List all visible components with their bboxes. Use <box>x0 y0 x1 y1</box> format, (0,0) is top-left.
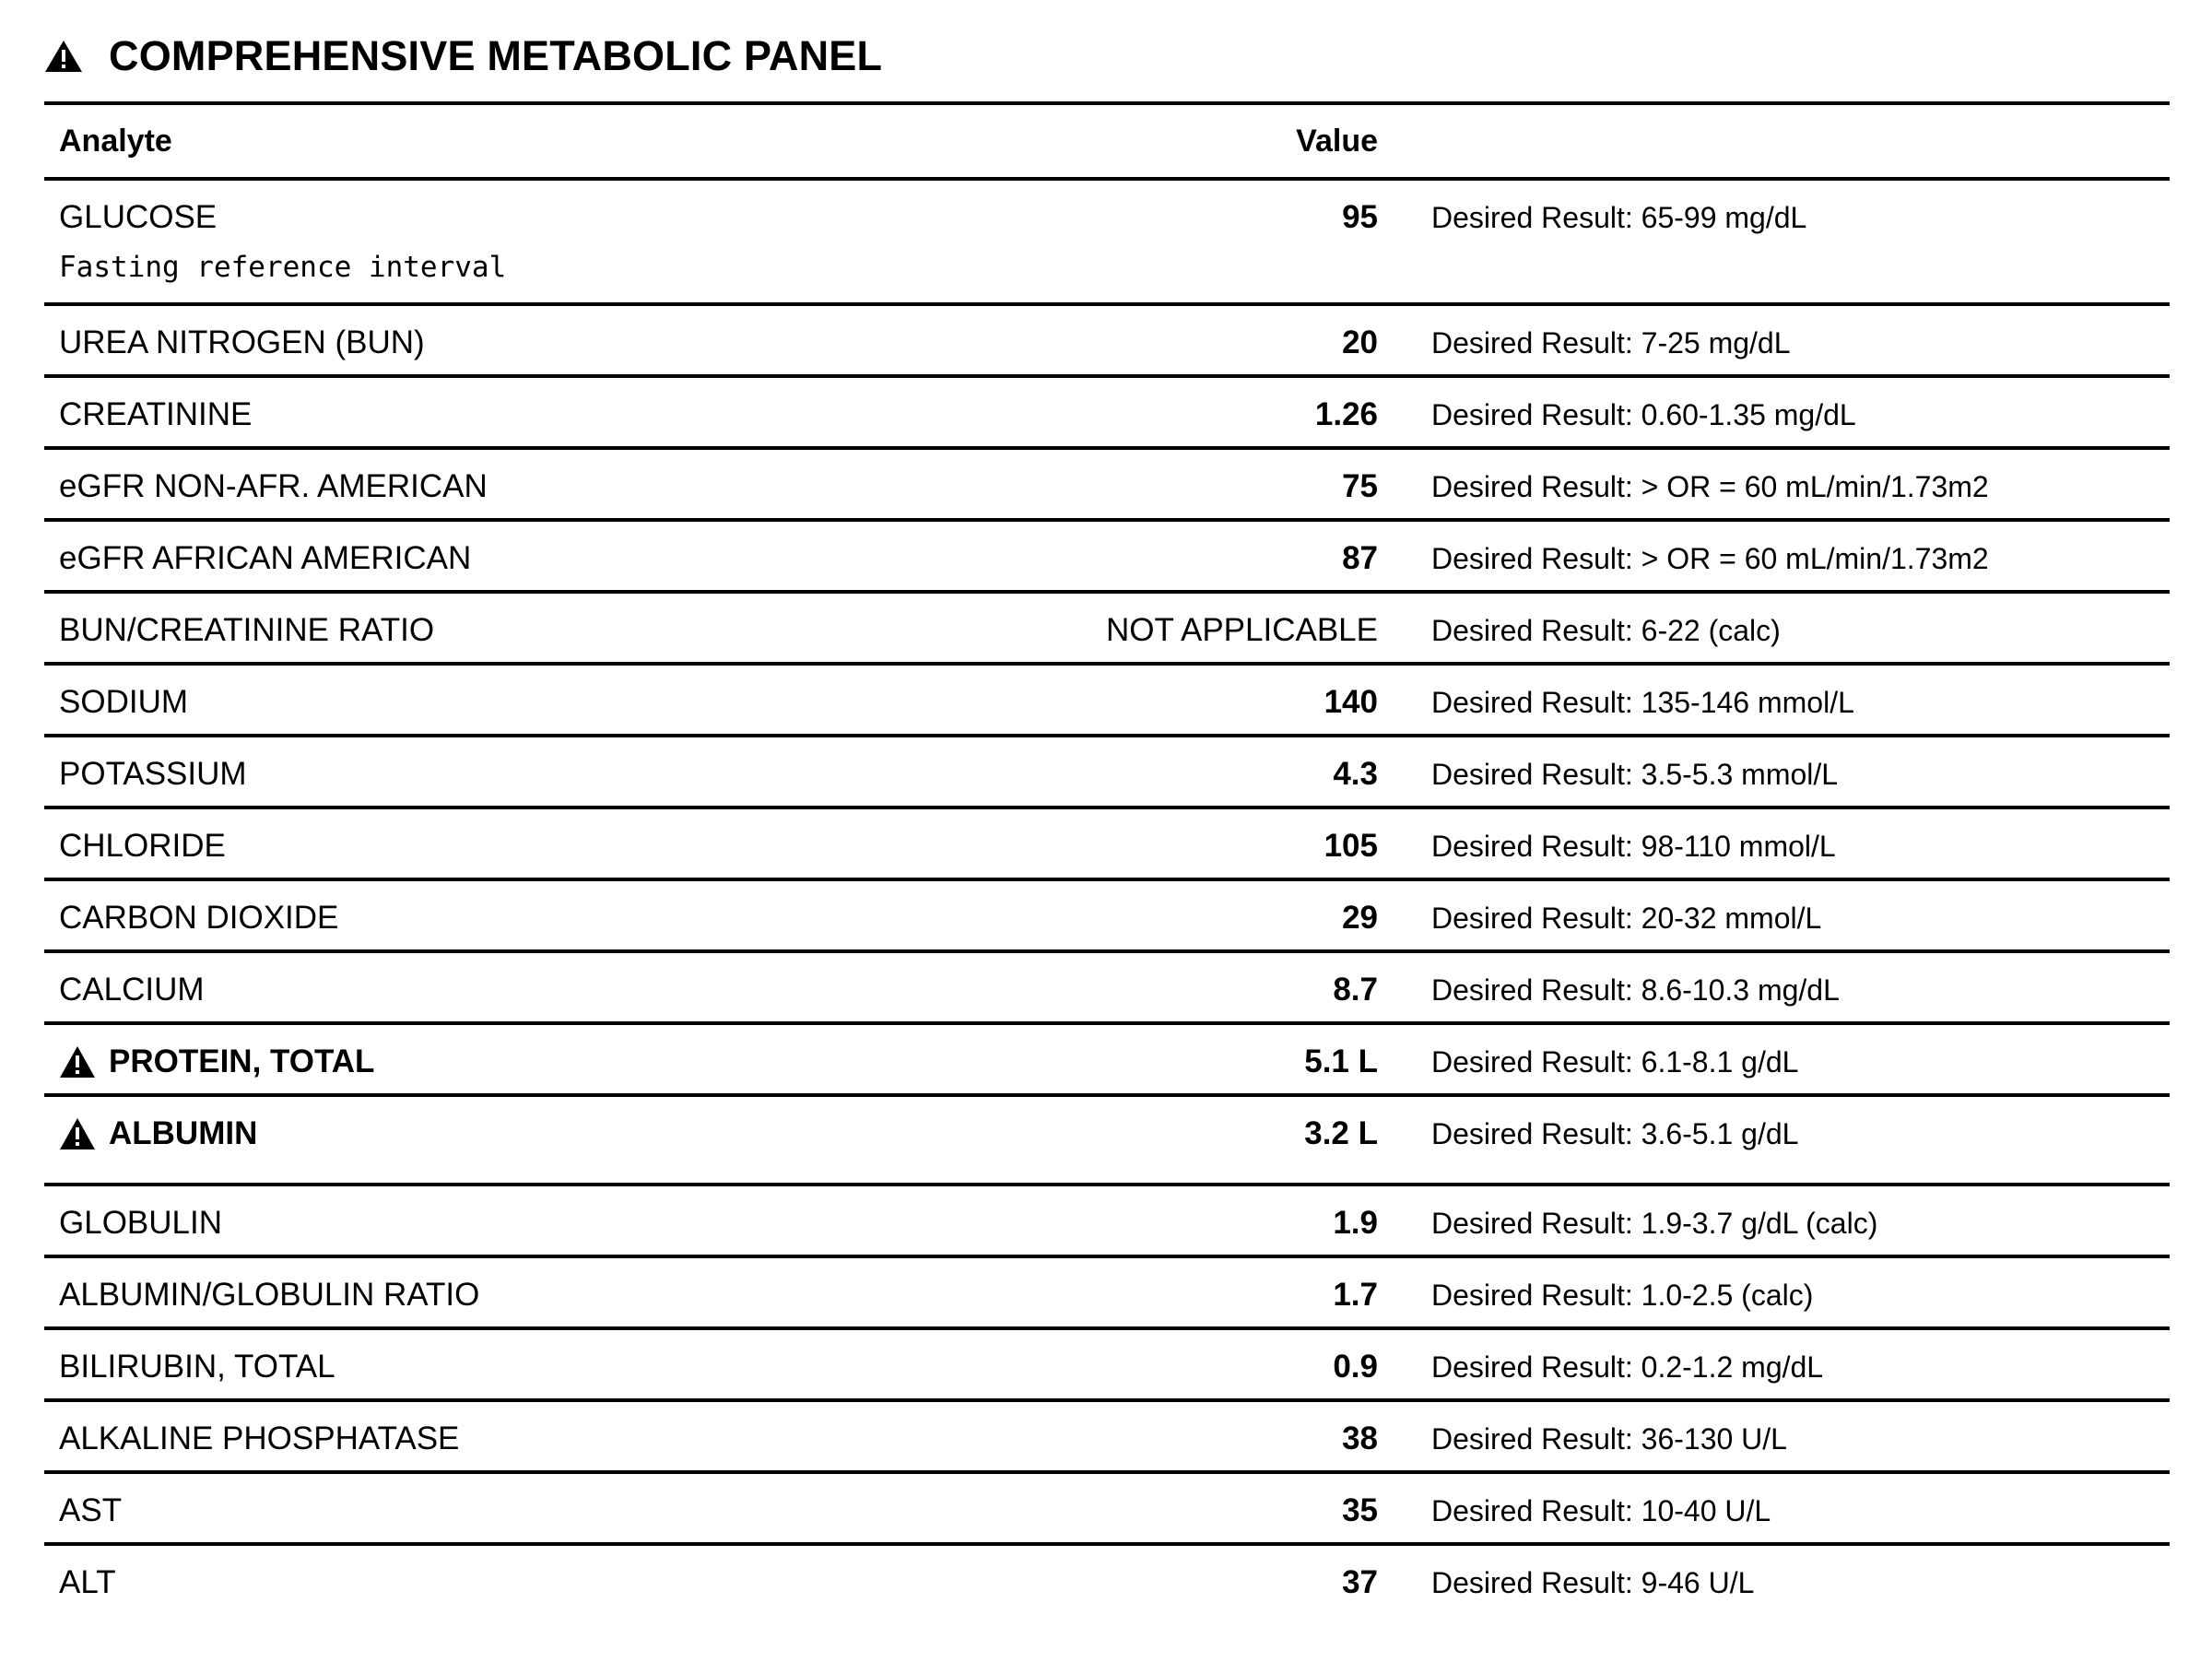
analyte-name: BILIRUBIN, TOTAL <box>59 1349 335 1385</box>
analyte-note: Fasting reference interval <box>59 251 507 284</box>
analyte-block <box>59 468 488 505</box>
reference-range: Desired Result: 1.9-3.7 g/dL (calc) <box>1431 1207 1878 1240</box>
warning-triangle-icon <box>44 40 83 73</box>
value-cell <box>1040 540 1378 577</box>
range-cell <box>1378 684 2170 721</box>
analyte-cell <box>44 324 1040 361</box>
analyte-block <box>59 612 434 649</box>
range-cell <box>1378 612 2170 649</box>
analyte-block <box>59 1492 122 1529</box>
result-value: 3.2 L <box>1304 1115 1378 1151</box>
value-cell <box>1040 396 1378 433</box>
reference-range: Desired Result: 3.6-5.1 g/dL <box>1431 1117 1799 1150</box>
range-cell <box>1378 1115 2170 1152</box>
analyte-cell <box>44 972 1040 1008</box>
analyte-name: CREATININE <box>59 396 253 432</box>
result-value: NOT APPLICABLE <box>1105 612 1378 648</box>
reference-range: Desired Result: > OR = 60 mL/min/1.73m2 <box>1431 542 1989 575</box>
range-cell <box>1378 900 2170 937</box>
analyte-block <box>59 900 338 937</box>
analyte-block <box>59 1349 335 1385</box>
analyte-name: GLOBULIN <box>59 1205 222 1241</box>
reference-range: Desired Result: 1.0-2.5 (calc) <box>1431 1279 1814 1312</box>
analyte-cell <box>44 1277 1040 1314</box>
analyte-block <box>59 324 425 361</box>
result-value: 5.1 L <box>1304 1043 1378 1079</box>
analyte-name: GLUCOSE <box>59 199 218 235</box>
value-cell <box>1040 1115 1378 1152</box>
value-cell <box>1040 1421 1378 1457</box>
analyte-block <box>59 684 188 721</box>
analyte-cell <box>44 1205 1040 1242</box>
warning-triangle-icon <box>59 1045 96 1079</box>
reference-range: Desired Result: 135-146 mmol/L <box>1431 686 1854 719</box>
analyte-block <box>59 828 226 865</box>
range-cell <box>1378 540 2170 577</box>
analyte-cell <box>44 1349 1040 1385</box>
table-row <box>44 378 2170 450</box>
table-row <box>44 1474 2170 1546</box>
range-cell <box>1378 1277 2170 1314</box>
result-value: 140 <box>1324 684 1378 720</box>
analyte-name: AST <box>59 1492 123 1528</box>
analyte-cell <box>44 828 1040 865</box>
panel-title-row <box>44 28 2170 85</box>
analyte-name: ALBUMIN <box>109 1115 258 1151</box>
results-table-body <box>44 181 2170 1618</box>
reference-range: Desired Result: 65-99 mg/dL <box>1431 201 1807 234</box>
range-cell <box>1378 828 2170 865</box>
value-cell <box>1040 1277 1378 1314</box>
reference-range: Desired Result: > OR = 60 mL/min/1.73m2 <box>1431 470 1989 503</box>
value-cell <box>1040 684 1378 721</box>
analyte-cell <box>44 199 1040 286</box>
result-value: 37 <box>1342 1564 1378 1600</box>
table-row <box>44 450 2170 522</box>
analyte-block <box>59 972 205 1008</box>
value-cell <box>1040 1043 1378 1080</box>
value-cell <box>1040 1205 1378 1242</box>
analyte-cell <box>44 540 1040 577</box>
range-cell <box>1378 1043 2170 1080</box>
value-cell <box>1040 972 1378 1008</box>
analyte-block <box>59 396 252 433</box>
analyte-name: eGFR NON-AFR. AMERICAN <box>59 468 488 504</box>
range-cell <box>1378 1492 2170 1529</box>
analyte-name: POTASSIUM <box>59 756 247 792</box>
analyte-cell <box>44 1043 1040 1080</box>
analyte-block <box>59 199 506 286</box>
analyte-name: ALKALINE PHOSPHATASE <box>59 1421 460 1456</box>
result-value: 1.26 <box>1314 396 1378 432</box>
table-header <box>44 105 2170 181</box>
analyte-block <box>59 1421 459 1457</box>
analyte-cell <box>44 1564 1040 1601</box>
range-cell <box>1378 396 2170 433</box>
table-row <box>44 881 2170 953</box>
reference-range: Desired Result: 98-110 mmol/L <box>1431 830 1836 863</box>
panel-title: COMPREHENSIVE METABOLIC PANEL <box>109 32 883 79</box>
value-cell <box>1040 468 1378 505</box>
range-cell <box>1378 1564 2170 1601</box>
table-row <box>44 306 2170 378</box>
reference-range: Desired Result: 6.1-8.1 g/dL <box>1431 1045 1799 1079</box>
analyte-column-header: Analyte <box>59 123 172 159</box>
value-cell <box>1040 324 1378 361</box>
table-row <box>44 1258 2170 1330</box>
value-cell <box>1040 1349 1378 1385</box>
table-row <box>44 737 2170 809</box>
range-cell <box>1378 468 2170 505</box>
value-cell <box>1040 900 1378 937</box>
analyte-block <box>59 1564 116 1601</box>
table-row <box>44 1097 2170 1186</box>
table-row <box>44 522 2170 594</box>
result-value: 29 <box>1342 900 1378 936</box>
value-cell <box>1040 1564 1378 1601</box>
analyte-cell <box>44 756 1040 793</box>
analyte-name: ALT <box>59 1564 116 1600</box>
range-cell <box>1378 756 2170 793</box>
reference-range: Desired Result: 36-130 U/L <box>1431 1422 1787 1456</box>
analyte-cell <box>44 1492 1040 1529</box>
result-value: 38 <box>1342 1421 1378 1456</box>
table-row <box>44 1330 2170 1402</box>
value-column-header: Value <box>1296 123 1378 159</box>
table-row <box>44 1186 2170 1258</box>
result-value: 20 <box>1342 324 1378 360</box>
analyte-name: SODIUM <box>59 684 188 720</box>
analyte-name: CARBON DIOXIDE <box>59 900 339 936</box>
analyte-cell <box>44 900 1040 937</box>
analyte-block <box>59 756 247 793</box>
reference-range: Desired Result: 0.2-1.2 mg/dL <box>1431 1350 1824 1384</box>
table-row <box>44 181 2170 306</box>
analyte-cell <box>44 396 1040 433</box>
metabolic-panel-report <box>44 28 2170 1618</box>
table-row <box>44 809 2170 881</box>
value-cell <box>1040 199 1378 236</box>
analyte-name: ALBUMIN/GLOBULIN RATIO <box>59 1277 480 1313</box>
reference-range: Desired Result: 10-40 U/L <box>1431 1494 1771 1527</box>
result-value: 1.7 <box>1333 1277 1378 1313</box>
range-cell <box>1378 972 2170 1008</box>
analyte-name: CHLORIDE <box>59 828 226 864</box>
result-value: 8.7 <box>1333 972 1378 1008</box>
range-cell <box>1378 324 2170 361</box>
value-cell <box>1040 1492 1378 1529</box>
result-value: 0.9 <box>1333 1349 1378 1385</box>
table-row <box>44 594 2170 666</box>
analyte-name: CALCIUM <box>59 972 205 1008</box>
result-value: 75 <box>1342 468 1378 504</box>
reference-range: Desired Result: 20-32 mmol/L <box>1431 902 1822 935</box>
result-value: 35 <box>1342 1492 1378 1528</box>
reference-range: Desired Result: 6-22 (calc) <box>1431 614 1781 647</box>
analyte-cell <box>44 684 1040 721</box>
result-value: 1.9 <box>1333 1205 1378 1241</box>
analyte-cell <box>44 612 1040 649</box>
result-value: 95 <box>1342 199 1378 235</box>
analyte-name: UREA NITROGEN (BUN) <box>59 324 425 360</box>
analyte-name: BUN/CREATININE RATIO <box>59 612 435 648</box>
table-row <box>44 666 2170 737</box>
analyte-cell <box>44 1115 1040 1152</box>
range-cell <box>1378 1349 2170 1385</box>
analyte-name: PROTEIN, TOTAL <box>109 1043 375 1079</box>
reference-range: Desired Result: 8.6-10.3 mg/dL <box>1431 973 1840 1007</box>
analyte-block <box>59 1205 222 1242</box>
analyte-block <box>109 1043 374 1080</box>
result-value: 87 <box>1342 540 1378 576</box>
range-cell <box>1378 1205 2170 1242</box>
value-cell <box>1040 828 1378 865</box>
result-value: 105 <box>1324 828 1378 864</box>
value-cell <box>1040 756 1378 793</box>
result-value: 4.3 <box>1333 756 1378 792</box>
analyte-name: eGFR AFRICAN AMERICAN <box>59 540 472 576</box>
reference-range: Desired Result: 9-46 U/L <box>1431 1566 1755 1599</box>
analyte-block <box>109 1115 257 1152</box>
analyte-block <box>59 540 471 577</box>
value-cell <box>1040 612 1378 649</box>
analyte-cell <box>44 1421 1040 1457</box>
range-cell <box>1378 199 2170 236</box>
table-row <box>44 1402 2170 1474</box>
reference-range: Desired Result: 3.5-5.3 mmol/L <box>1431 758 1839 791</box>
reference-range: Desired Result: 7-25 mg/dL <box>1431 326 1791 360</box>
warning-triangle-icon <box>59 1117 96 1150</box>
analyte-block <box>59 1277 479 1314</box>
table-row <box>44 953 2170 1025</box>
range-cell <box>1378 1421 2170 1457</box>
table-row <box>44 1025 2170 1097</box>
analyte-cell <box>44 468 1040 505</box>
reference-range: Desired Result: 0.60-1.35 mg/dL <box>1431 398 1856 431</box>
table-row <box>44 1546 2170 1618</box>
